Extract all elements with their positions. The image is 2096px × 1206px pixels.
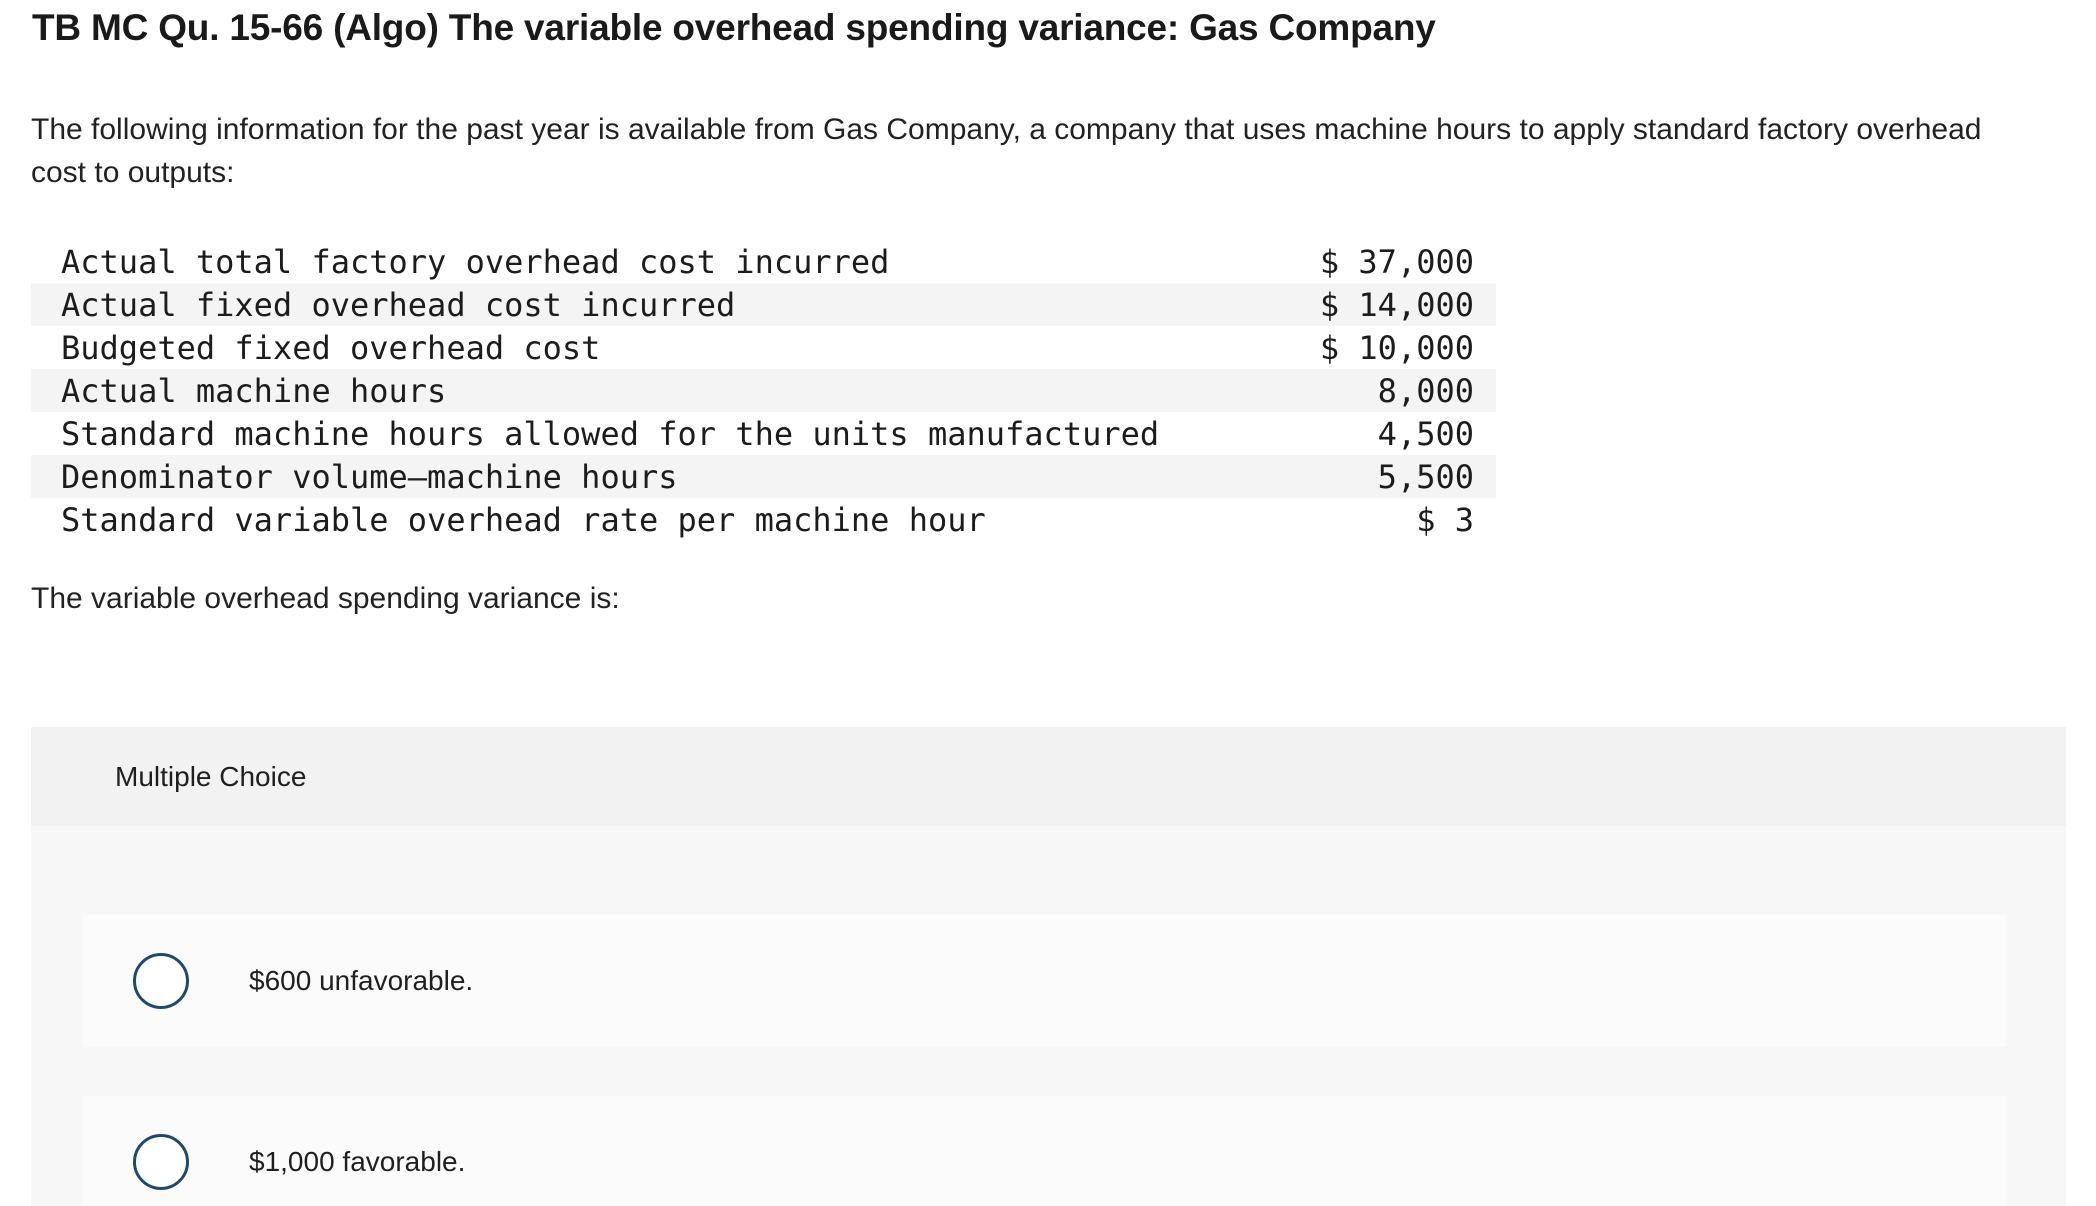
row-label: Actual fixed overhead cost incurred xyxy=(61,285,736,324)
row-label: Standard variable overhead rate per machine hour xyxy=(61,500,986,539)
row-value: 5,500 xyxy=(1377,457,1474,496)
row-label: Standard machine hours allowed for the units manufactured xyxy=(61,414,1160,453)
page-title: TB MC Qu. 15-66 (Algo) The variable overhead spending variance: Gas Company xyxy=(32,7,1436,48)
radio-button-icon[interactable] xyxy=(133,953,189,1009)
row-value: $ 37,000 xyxy=(1319,242,1474,281)
row-value: $ 14,000 xyxy=(1319,285,1474,324)
options-container xyxy=(31,826,2066,1206)
row-label: Actual machine hours xyxy=(61,371,447,410)
table-row xyxy=(31,498,1496,541)
row-label: Actual total factory overhead cost incurred xyxy=(61,242,890,281)
table-row xyxy=(31,369,1496,412)
option-label: $600 unfavorable. xyxy=(249,965,474,996)
row-label: Budgeted fixed overhead cost xyxy=(61,328,601,367)
multiple-choice-header: Multiple Choice xyxy=(115,761,307,792)
table-row xyxy=(31,240,1496,283)
table-row xyxy=(31,326,1496,369)
question-prompt: The variable overhead spending variance is: xyxy=(31,582,620,615)
question-intro: The following information for the past year is available from Gas Company, a company that uses machine hours to apply standard factory overhead cost to outputs: xyxy=(31,113,1982,189)
row-value: 8,000 xyxy=(1377,371,1474,410)
row-value: $ 10,000 xyxy=(1319,328,1474,367)
row-label: Denominator volume—machine hours xyxy=(61,457,678,496)
answer-option[interactable] xyxy=(83,1096,2006,1206)
table-row xyxy=(31,455,1496,498)
answer-option[interactable] xyxy=(83,915,2006,1047)
multiple-choice-panel xyxy=(31,727,2066,1206)
table-row xyxy=(31,283,1496,326)
data-table xyxy=(31,240,1496,541)
row-value: 4,500 xyxy=(1377,414,1474,453)
option-label: $1,000 favorable. xyxy=(249,1146,466,1177)
row-value: $ 3 xyxy=(1416,500,1474,539)
table-row xyxy=(31,412,1496,455)
radio-button-icon[interactable] xyxy=(133,1134,189,1190)
